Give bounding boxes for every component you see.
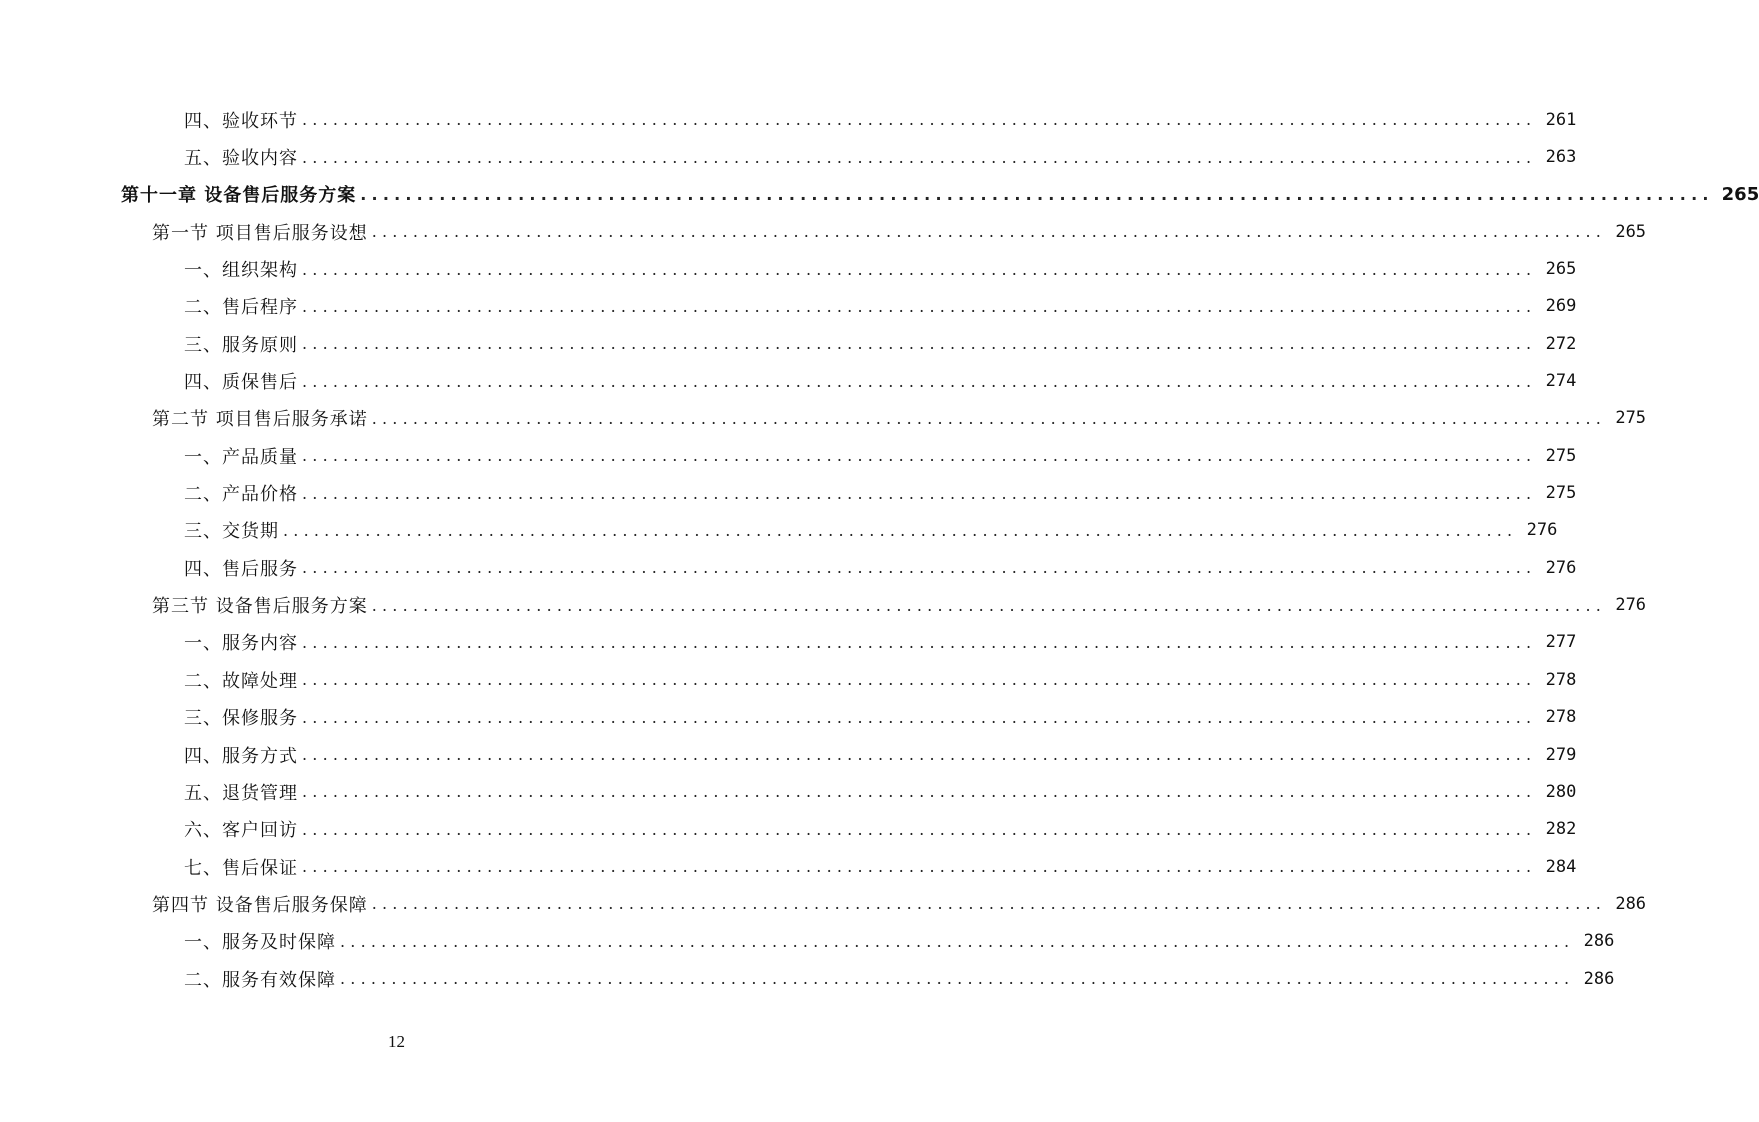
toc-entry-page-number: 278: [1545, 707, 1577, 728]
toc-entry-label: 二、服务有效保障: [184, 969, 336, 991]
toc-entry-label: 一、服务内容: [184, 633, 298, 655]
toc-entry-section[interactable]: [152, 213, 1647, 250]
dot-leader: ........................................................................................................................: [302, 147, 1537, 167]
toc-entry-label: 第三节 设备售后服务方案: [152, 596, 368, 618]
toc-entry-item[interactable]: [184, 848, 1577, 885]
dot-leader: ........................................................................................................................: [302, 857, 1537, 877]
dot-leader: ........................................................................................................................: [302, 483, 1537, 503]
toc-entry-label: 七、售后保证: [184, 857, 298, 879]
toc-entry-page-number: 265: [1545, 259, 1577, 280]
dot-leader: ........................................................................................................................: [340, 969, 1575, 989]
toc-entry-item[interactable]: [184, 138, 1577, 175]
dot-leader: ........................................................................................................................: [302, 259, 1537, 279]
toc-entry-section[interactable]: [152, 586, 1647, 623]
toc-entry-item[interactable]: [184, 101, 1577, 138]
toc-entry-page-number: 284: [1545, 856, 1577, 877]
toc-entry-label: 二、售后程序: [184, 297, 298, 319]
dot-leader: ........................................................................................................................: [302, 632, 1537, 652]
toc-entry-label: 第四节 设备售后服务保障: [152, 894, 368, 916]
dot-leader: ........................................................................................................................: [302, 707, 1537, 727]
toc-entry-page-number: 280: [1545, 781, 1577, 802]
dot-leader: ........................................................................................................................: [302, 670, 1537, 690]
toc-entry-page-number: 286: [1615, 893, 1647, 914]
toc-entry-page-number: 286: [1583, 931, 1615, 952]
toc-entry-label: 第十一章 设备售后服务方案: [121, 185, 357, 207]
toc-entry-page-number: 272: [1545, 333, 1577, 354]
toc-entry-label: 一、产品质量: [184, 446, 298, 468]
toc-entry-item[interactable]: [184, 325, 1577, 362]
toc-entry-item[interactable]: [184, 512, 1558, 549]
toc-entry-page-number: 269: [1545, 296, 1577, 317]
toc-entry-section[interactable]: [152, 885, 1647, 922]
dot-leader: ........................................................................................................................: [371, 222, 1607, 242]
toc-entry-item[interactable]: [184, 250, 1577, 287]
toc-entry-page-number: 276: [1615, 595, 1647, 616]
toc-entry-label: 四、质保售后: [184, 372, 298, 394]
toc-entry-item[interactable]: [184, 736, 1577, 773]
toc-entry-page-number: 265: [1615, 221, 1647, 242]
toc-entry-page-number: 275: [1615, 408, 1647, 429]
dot-leader: ........................................................................................................................: [302, 296, 1537, 316]
toc-entry-label: 三、服务原则: [184, 334, 298, 356]
dot-leader: ........................................................................................................................: [302, 745, 1537, 765]
toc-entry-page-number: 286: [1583, 968, 1615, 989]
toc-entry-label: 一、服务及时保障: [184, 932, 336, 954]
dot-leader: ........................................................................................................................: [283, 520, 1518, 540]
toc-entry-item[interactable]: [184, 624, 1577, 661]
toc-entry-label: 一、组织架构: [184, 260, 298, 282]
toc-entry-page-number: 265: [1721, 183, 1759, 205]
toc-entry-label: 六、客户回访: [184, 820, 298, 842]
table-of-contents: [0, 101, 1759, 997]
toc-entry-item[interactable]: [184, 773, 1577, 810]
toc-entry-page-number: 276: [1545, 557, 1577, 578]
toc-entry-item[interactable]: [184, 362, 1577, 399]
toc-entry-label: 三、交货期: [184, 521, 279, 543]
dot-leader: ........................................................................................................................: [302, 782, 1537, 802]
toc-entry-item[interactable]: [184, 699, 1577, 736]
toc-entry-label: 二、产品价格: [184, 484, 298, 506]
toc-entry-page-number: 274: [1545, 371, 1577, 392]
toc-entry-item[interactable]: [184, 288, 1577, 325]
toc-entry-item[interactable]: [184, 474, 1577, 511]
dot-leader: ........................................................................................................................: [371, 408, 1607, 428]
toc-entry-item[interactable]: [184, 923, 1615, 960]
toc-entry-page-number: 278: [1545, 669, 1577, 690]
toc-entry-section[interactable]: [152, 400, 1647, 437]
toc-entry-item[interactable]: [184, 437, 1577, 474]
toc-entry-label: 四、售后服务: [184, 558, 298, 580]
dot-leader: ........................................................................................................................: [302, 334, 1537, 354]
toc-entry-label: 二、故障处理: [184, 670, 298, 692]
toc-entry-page-number: 261: [1545, 109, 1577, 130]
dot-leader: ........................................................................................................................: [302, 558, 1537, 578]
toc-entry-label: 五、退货管理: [184, 782, 298, 804]
dot-leader: ........................................................................................................................: [360, 184, 1714, 204]
toc-entry-item[interactable]: [184, 960, 1615, 997]
toc-entry-page-number: 276: [1526, 520, 1558, 541]
toc-entry-page-number: 263: [1545, 147, 1577, 168]
toc-entry-label: 四、验收环节: [184, 110, 298, 132]
dot-leader: ........................................................................................................................: [302, 446, 1537, 466]
dot-leader: ........................................................................................................................: [371, 595, 1607, 615]
toc-entry-label: 五、验收内容: [184, 148, 298, 170]
toc-entry-page-number: 279: [1545, 744, 1577, 765]
dot-leader: ........................................................................................................................: [302, 110, 1537, 130]
page-number: 12: [388, 1032, 405, 1051]
toc-entry-page-number: 275: [1545, 483, 1577, 504]
dot-leader: ........................................................................................................................: [340, 931, 1575, 951]
toc-entry-label: 四、服务方式: [184, 745, 298, 767]
toc-entry-label: 第一节 项目售后服务设想: [152, 222, 368, 244]
toc-entry-page-number: 277: [1545, 632, 1577, 653]
toc-entry-item[interactable]: [184, 549, 1577, 586]
toc-entry-page-number: 282: [1545, 819, 1577, 840]
toc-entry-item[interactable]: [184, 811, 1577, 848]
dot-leader: ........................................................................................................................: [302, 819, 1537, 839]
toc-entry-label: 三、保修服务: [184, 708, 298, 730]
toc-entry-chapter[interactable]: [121, 176, 1759, 213]
dot-leader: ........................................................................................................................: [371, 894, 1607, 914]
toc-entry-item[interactable]: [184, 661, 1577, 698]
toc-entry-page-number: 275: [1545, 445, 1577, 466]
toc-entry-label: 第二节 项目售后服务承诺: [152, 409, 368, 431]
dot-leader: ........................................................................................................................: [302, 371, 1537, 391]
